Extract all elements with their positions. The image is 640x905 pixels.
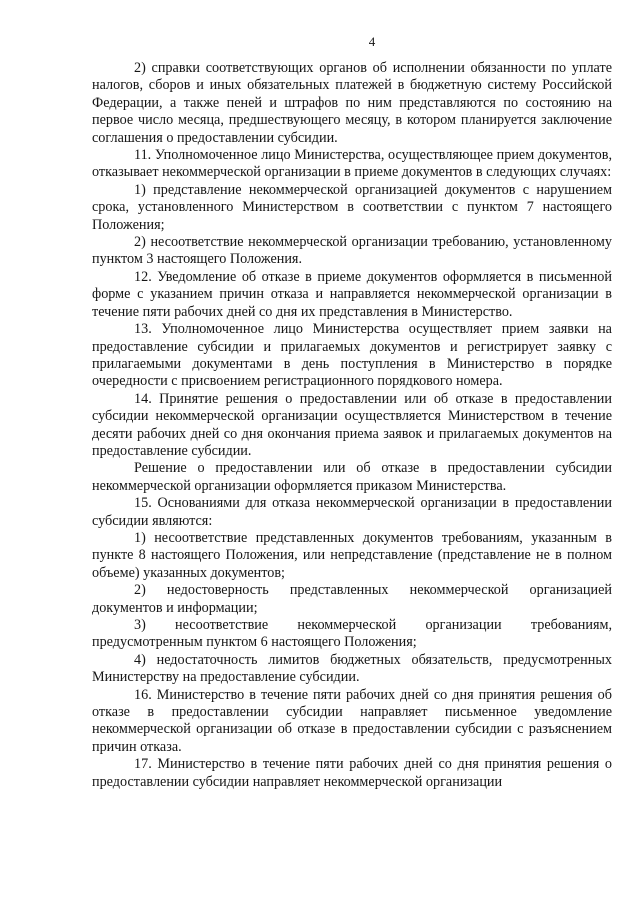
paragraph-12-notification: 12. Уведомление об отказе в приеме документов оформляется в письменной форме с указанием причин отказа и направляется некоммерческой организации в течение пяти рабочих дней со дня их представления в Министерство. — [92, 268, 612, 320]
paragraph-item-2-certificates: 2) справки соответствующих органов об исполнении обязанности по уплате налогов, сборов и иных обязательных платежей в бюджетную систему Российской Федерации, а также пеней и штрафов по ним представляются по состоянию на первое число месяца, предшествующего месяцу, в котором планируется заключение соглашения о предоставлении субсидии. — [92, 60, 612, 146]
paragraph-16-refusal-notice: 16. Министерство в течение пяти рабочих дней со дня принятия решения об отказе в предоставлении субсидии направляет письменное уведомление некоммерческой организации об отказе в предоставлении субсидии с разъяснением причин отказа. — [92, 686, 612, 755]
paragraph-11-refusal-to-accept: 11. Уполномоченное лицо Министерства, осуществляющее прием документов, отказывает некоммерческой организации в приеме документов в следующих случаях: — [92, 147, 612, 181]
page-number: 4 — [368, 34, 376, 49]
paragraph-14-order: Решение о предоставлении или об отказе в предоставлении субсидии некоммерческой организации оформляется приказом Министерства. — [92, 460, 612, 494]
paragraph-15-grounds: 15. Основаниями для отказа некоммерческой организации в предоставлении субсидии являются: — [92, 495, 612, 529]
paragraph-11-case-2: 2) несоответствие некоммерческой организации требованию, установленному пунктом 3 настоящего Положения. — [92, 234, 612, 268]
paragraph-14-decision: 14. Принятие решения о предоставлении или об отказе в предоставлении субсидии некоммерческой организации осуществляется Министерством в течение десяти рабочих дней со дня окончания приема заявок и прилагаемых документов на предоставление субсидии. — [92, 390, 612, 459]
paragraph-15-ground-4: 4) недостаточность лимитов бюджетных обязательств, предусмотренных Министерству на предоставление субсидии. — [92, 651, 612, 686]
paragraph-17-grant-notice: 17. Министерство в течение пяти рабочих дней со дня принятия решения о предоставлении субсидии направляет некоммерческой организации — [92, 756, 612, 790]
paragraph-15-ground-2: 2) недостоверность представленных некоммерческой организацией документов и информации; — [92, 582, 612, 616]
paragraph-15-ground-1: 1) несоответствие представленных документов требованиям, указанным в пункте 8 настоящего Положения, или непредставление (представление не в полном объеме) указанных документов; — [92, 529, 612, 581]
paragraph-11-case-1: 1) представление некоммерческой организацией документов с нарушением срока, установленного Министерством в соответствии с пунктом 7 настоящего Положения; — [92, 181, 612, 233]
paragraph-13-registration: 13. Уполномоченное лицо Министерства осуществляет прием заявки на предоставление субсидии и прилагаемых документов и регистрирует заявку с прилагаемыми документами в день поступления в Министерство в порядке очередности с присвоением регистрационного порядкового номера. — [92, 321, 612, 390]
paragraph-15-ground-3: 3) несоответствие некоммерческой организации требованиям, предусмотренным пунктом 6 настоящего Положения; — [92, 617, 612, 651]
